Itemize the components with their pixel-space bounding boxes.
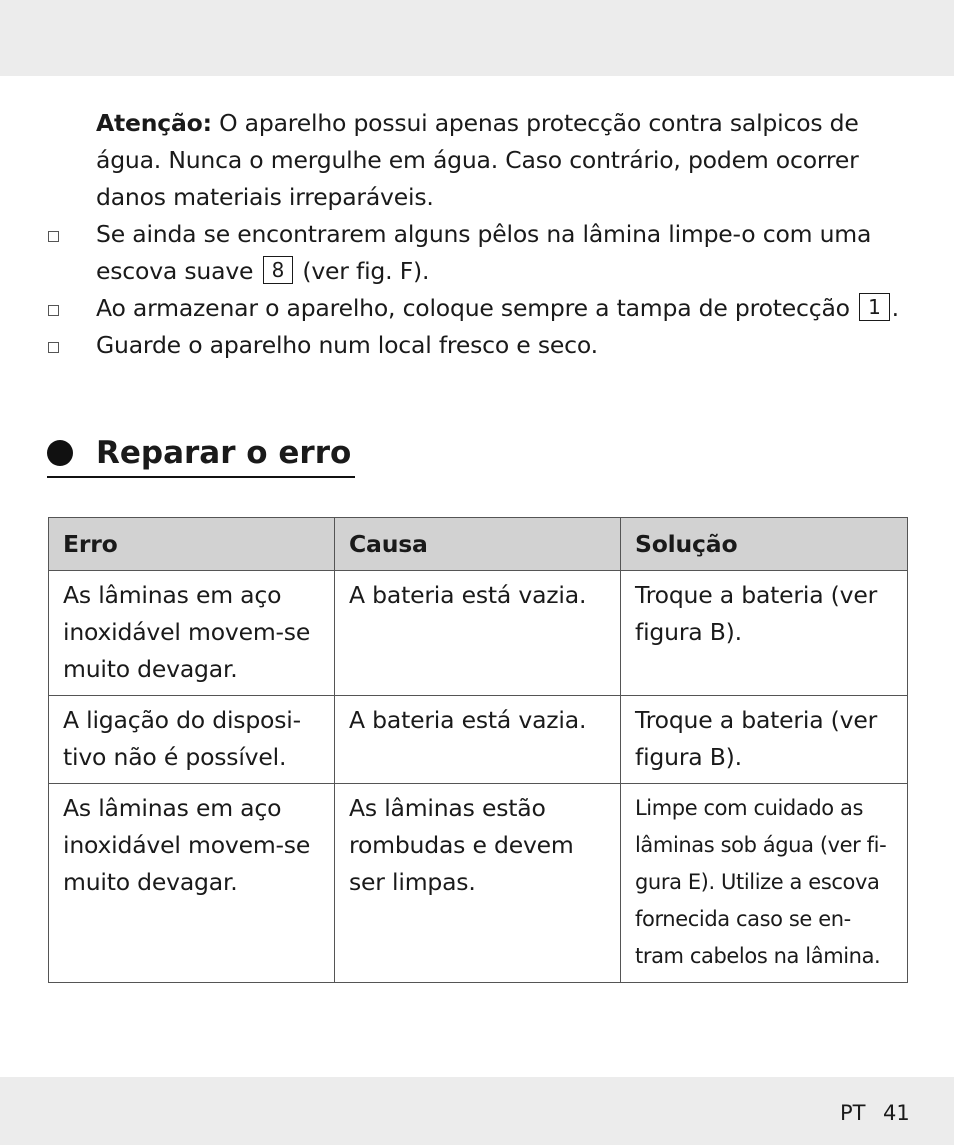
bullet-3-line-1: Guarde o aparelho num local fresco e seco. [96, 331, 598, 359]
header-solucao: Solução [621, 518, 908, 571]
cell-text: lâminas sob água (ver fi- [635, 833, 887, 857]
cell-text: inoxidável movem-se [63, 831, 311, 859]
table-row [49, 784, 908, 983]
notice-text-1: O aparelho possui apenas protecção contra salpicos de [211, 109, 859, 137]
header-causa: Causa [335, 518, 621, 571]
cell-erro [49, 784, 335, 983]
top-band [0, 0, 954, 76]
part-reference-box: 1 [859, 293, 890, 321]
cell-text: figura B). [635, 618, 742, 646]
cell-text: gura E). Utilize a escova [635, 870, 880, 894]
footer-language: PT [840, 1101, 866, 1125]
cell-text: fornecida caso se en- [635, 907, 851, 931]
bullet-1-text-after: (ver fig. F). [295, 257, 430, 285]
cell-text: As lâminas em aço [63, 581, 282, 609]
cell-erro [49, 696, 335, 784]
section-bullet-icon [47, 440, 73, 466]
notice-label: Atenção: [96, 109, 212, 137]
cell-solucao [621, 784, 908, 983]
cell-text: inoxidável movem-se [63, 618, 311, 646]
header-erro: Erro [49, 518, 335, 571]
bottom-band [0, 1077, 954, 1145]
cell-causa [335, 784, 621, 983]
troubleshooting-table [48, 517, 908, 983]
cell-text: ser limpas. [349, 868, 476, 896]
bullet-square-icon [48, 342, 59, 353]
footer-page-number: 41 [883, 1101, 910, 1125]
cell-text: As lâminas em aço [63, 794, 282, 822]
bullet-square-icon [48, 231, 59, 242]
cell-text: As lâminas estão [349, 794, 546, 822]
bullet-2-text-before: Ao armazenar o aparelho, coloque sempre a tampa de protecção [96, 294, 858, 322]
cell-text: Limpe com cuidado as [635, 796, 863, 820]
table-row [49, 571, 908, 696]
notice-line-3: danos materiais irreparáveis. [96, 183, 434, 211]
table-row [49, 696, 908, 784]
cell-text: tram cabelos na lâmina. [635, 944, 881, 968]
notice-line-2: água. Nunca o mergulhe em água. Caso contrário, podem ocorrer [96, 146, 859, 174]
cell-text: Troque a bateria (ver [635, 706, 878, 734]
bullet-1-line-1: Se ainda se encontrarem alguns pêlos na lâmina limpe-o com uma [96, 220, 872, 248]
cell-causa [335, 696, 621, 784]
cell-causa [335, 571, 621, 696]
cell-solucao [621, 571, 908, 696]
cell-text: A ligação do disposi- [63, 706, 301, 734]
bullet-2-text-after: . [891, 294, 899, 322]
cell-text: A bateria está vazia. [349, 706, 587, 734]
table-header-row [49, 518, 908, 571]
cell-text: Troque a bateria (ver [635, 581, 878, 609]
cell-text: muito devagar. [63, 655, 238, 683]
cell-text: tivo não é possível. [63, 743, 287, 771]
bullet-square-icon [48, 305, 59, 316]
section-title-underline [47, 476, 355, 478]
bullet-2-line-1 [96, 290, 899, 327]
cell-solucao [621, 696, 908, 784]
notice-line-1 [96, 105, 859, 142]
bullet-1-line-2 [96, 253, 429, 290]
cell-text: A bateria está vazia. [349, 581, 587, 609]
section-title: Reparar o erro [96, 435, 352, 471]
bullet-1-text-before: escova suave [96, 257, 261, 285]
cell-text: rombudas e devem [349, 831, 574, 859]
cell-erro [49, 571, 335, 696]
part-reference-box: 8 [263, 256, 294, 284]
cell-text: figura B). [635, 743, 742, 771]
cell-text: muito devagar. [63, 868, 238, 896]
